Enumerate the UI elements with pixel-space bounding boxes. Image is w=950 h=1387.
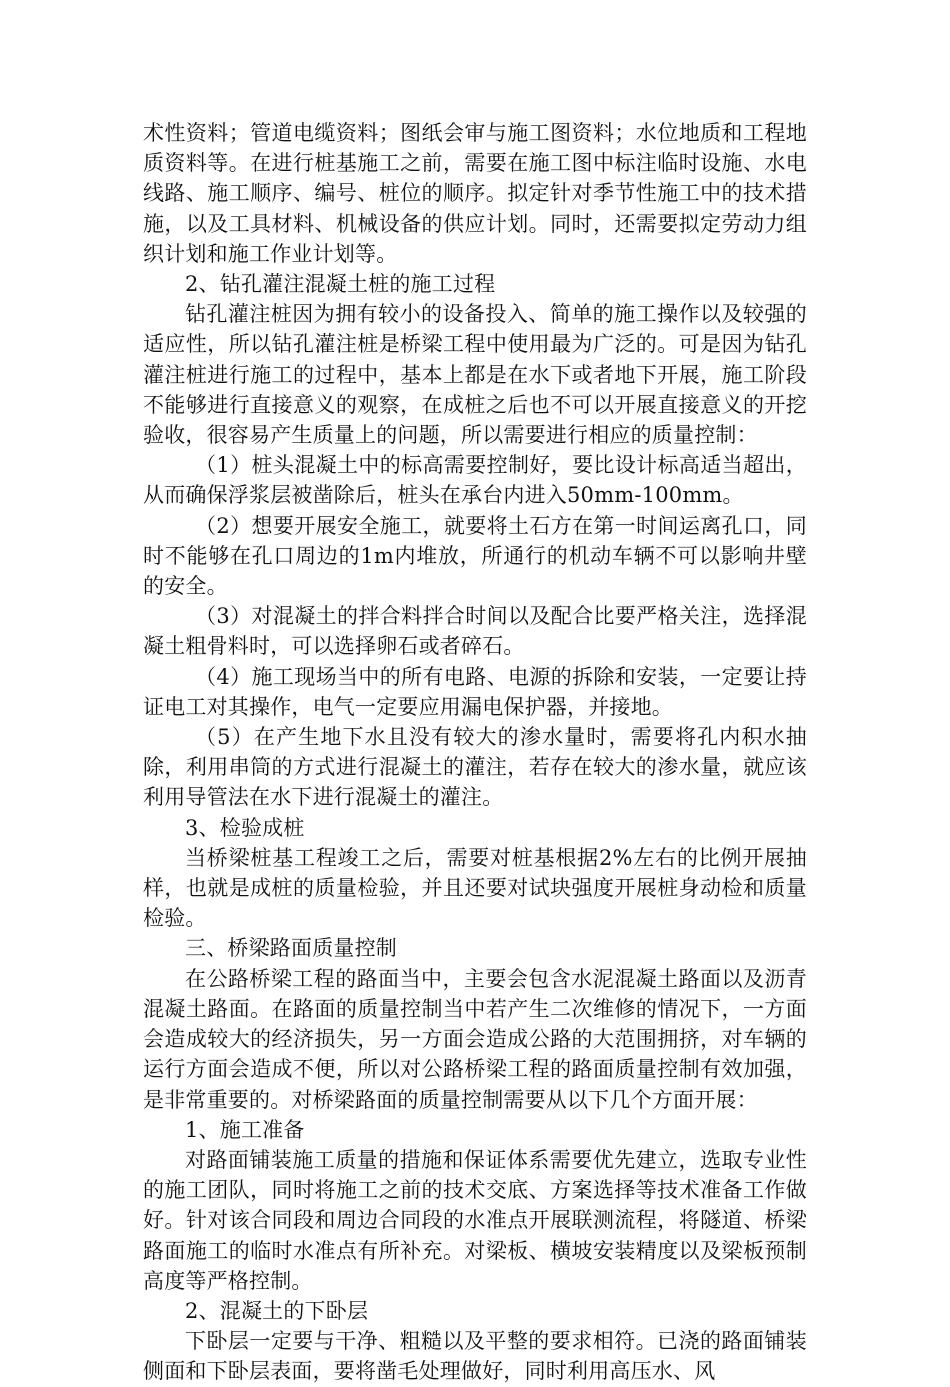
document-body — [143, 118, 807, 1387]
heading-pile-inspection: 3、检验成桩 — [185, 815, 305, 840]
heading-bridge-pavement-quality: 三、桥梁路面质量控制 — [185, 936, 397, 961]
heading-bored-pile-process: 2、钻孔灌注混凝土桩的施工过程 — [185, 272, 496, 297]
paragraph-materials: 术性资料；管道电缆资料；图纸会审与施工图资料；水位地质和工程地质资料等。在进行桩基施工之前，需要在施工图中标注临时设施、水电线路、施工顺序、编号、桩位的顺序。拟定针对季节性施工中的技术措施，以及工具材料、机械设备的供应计划。同时，还需要拟定劳动力组织计划和施工作业计划等。 — [143, 121, 807, 266]
paragraph-construction-prep: 对路面铺装施工质量的措施和保证体系需要优先建立，选取专业性的施工团队，同时将施工之前的技术交底、方案选择等技术准备工作做好。针对该合同段和周边合同段的水准点开展联测流程，将隧道、桥梁路面施工的临时水准点有所补充。对梁板、横坡安装精度以及梁板预制高度等严格控制。 — [143, 1147, 807, 1293]
heading-construction-prep: 1、施工准备 — [185, 1117, 305, 1142]
list-item-4: （4）施工现场当中的所有电路、电源的拆除和安装，一定要让持证电工对其操作，电气一定要应用漏电保护器，并接地。 — [143, 664, 807, 719]
paragraph-pile-inspection: 当桥梁桩基工程竣工之后，需要对桩基根据2%左右的比例开展抽样，也就是成桩的质量检验，并且还要对试块强度开展桩身动检和质量检验。 — [143, 845, 807, 931]
paragraph-concrete-underlayer: 下卧层一定要与干净、粗糙以及平整的要求相符。已浇的路面铺装侧面和下卧层表面，要将凿毛处理做好，同时利用高压水、风 — [143, 1329, 807, 1384]
list-item-3: （3）对混凝土的拌合料拌合时间以及配合比要严格关注，选择混凝土粗骨料时，可以选择卵石或者碎石。 — [143, 604, 807, 659]
list-item-2: （2）想要开展安全施工，就要将土石方在第一时间运离孔口，同时不能够在孔口周边的1m内堆放，所通行的机动车辆不可以影响井壁的安全。 — [143, 513, 807, 599]
heading-concrete-underlayer: 2、混凝土的下卧层 — [185, 1298, 369, 1323]
paragraph-bored-pile-intro: 钻孔灌注桩因为拥有较小的设备投入、简单的施工操作以及较强的适应性，所以钻孔灌注桩是桥梁工程中使用最为广泛的。可是因为钻孔灌注桩进行施工的过程中，基本上都是在水下或者地下开展，施工阶段不能够进行直接意义的观察，在成桩之后也不可以开展直接意义的开挖验收，很容易产生质量上的问题，所以需要进行相应的质量控制： — [143, 302, 807, 448]
paragraph-bridge-pavement: 在公路桥梁工程的路面当中，主要会包含水泥混凝土路面以及沥青混凝土路面。在路面的质量控制当中若产生二次维修的情况下，一方面会造成较大的经济损失，另一方面会造成公路的大范围拥挤，对车辆的运行方面会造成不便，所以对公路桥梁工程的路面质量控制有效加强，是非常重要的。对桥梁路面的质量控制需要从以下几个方面开展： — [143, 966, 807, 1112]
list-item-1: （1）桩头混凝土中的标高需要控制好，要比设计标高适当超出，从而确保浮浆层被凿除后，桩头在承台内进入50mm-100mm。 — [143, 453, 807, 508]
list-item-5: （5）在产生地下水且没有较大的渗水量时，需要将孔内积水抽除，利用串筒的方式进行混凝土的灌注，若存在较大的渗水量，就应该利用导管法在水下进行混凝土的灌注。 — [143, 725, 807, 810]
